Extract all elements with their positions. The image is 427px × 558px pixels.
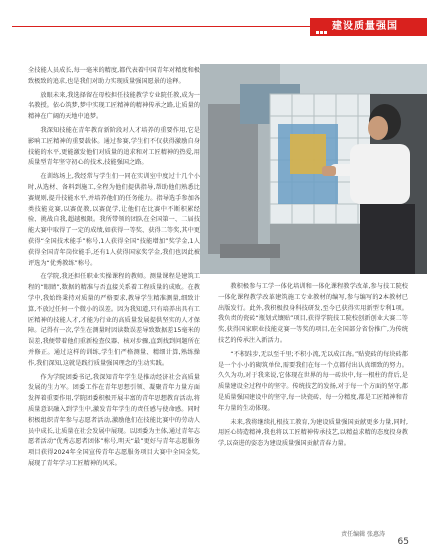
photo-illustration [200,64,427,274]
paragraph: 在学院,我还担任职业实操课程的教师。测量课程是建筑工程的“眼睛”,数据的精准与否直接关系着工程质量的成败。在教学中,我始终秉持对质量的严格要求,教导学生精准测量,细致计算,不放过任何一个微小的误差。因为我知道,只有培养出具有工匠精神的技能人才,才能为行业的高质量发展提供坚实的人才保障。记得有一次,学生在测量时因读数误差导致数据差15毫米的误差,我便带着他们重新检查仪器、核对步骤,直到找到问题所在并修正。通过这样的训练,学生们严格测量、精细计算,熟练操作,我们深知,这就是践行质量强国理念的生动实践。 [28,273,200,367]
right-text-column [218,282,408,453]
paragraph: 在训练场上,我经常与学生们一同在实训室中度过十几个小时,从选材、备料到施工,全程为他们提供指导,帮助他们熟悉比赛规则,提升技能水平,并培养他们的任务能力。指导选手参加各类技能竞赛,以赛促教,以赛促学,让他们在比赛中不断积累经验、挑战自我,超越极限。我所带领的团队在全国第一、二届技能大赛中取得了一定的成绩,如获得一等奖、获得二等奖,其中更获得“全国技术能手”称号,1人获得全国“技能增加”奖学金,1人获得全国青年岗位能手,还有1人获得国家奖学金,我们也因此被评选为“优秀教练”称号。 [28,173,200,267]
paragraph: 教积极参与工学一体化培训和一体化课程教学改革,参与技工院校一体化课程教学改革建筑施工专业教材的编写,参与编写的2本教材已出版发行。此外,我积极投身科技研发,至今已获得实用新型专利1项。我负责的瓷砖“瓶划式镶贴”项目,获得学院技工院校创新创业大赛二等奖,获得国家职业技能竞赛一等奖的项目,在全国部分省份推广,为传统技艺的传承注入新活力。 [218,283,408,344]
paragraph: 放眼未来,我选择留在母校担任技能教学专业院任教,成为一名教授。依心筑梦,梦中实现工匠精神的精神传承之路,让质量的精神在广阔的天地中追梦。 [28,91,200,121]
paragraph: 未来,我将继续扎根技工教育,为建设质量强国贡献更多力量,同时,用匠心铸造精神,我也将以工匠精神传承技艺,以精益求精的态度投身教学,以奋进的姿态为建设质量强国贡献青春力量。 [218,418,408,448]
page-number: 65 [397,537,409,547]
editor-credit: 责任编辑 张惠涛 [341,531,385,538]
section-header-tab [310,18,427,36]
paragraph: 作为学院团委书记,我深知青年学生是推动经济社会高质量发展的生力军。团委工作在青年思想引领、凝聚青年力量方面发挥着重要作用,学院团委积极开展丰富的青年思想教育活动,将质量意识融入到学生中,激发青年学生的责任感与使命感。同时积极组织青年参与志愿者活动,激励他们在技能比赛中的劳动人员中成长,让质量在社会发展中展现。以团委为主体,通过青年志愿者活动“优秀志愿者团体”称号,明天“最”更好与青年志愿服务项目获得2024年全国宣传青年志愿服务项目大赛中全国金奖,展现了青年学习工匠精神的风采。 [28,373,200,467]
paragraph: 全技能人员成长,每一毫米的精度,都代表着中国青年对精度和极致极致的追求,也是我们对助力实现质量强国愿景的诠释。 [28,67,200,85]
header-rule [12,26,310,27]
dots-decoration-icon [316,23,328,31]
tile-worker-photo [200,64,427,274]
paragraph: “不积跬步,无以至千里;不积小流,无以成江海。”贴瓷砖的每块砖都是一个小小的砌筑单位,需要我们在每一个点都付出认真细致的努力。久久为功,对于我来说,它体现在世界的每一砖块中,每一根柱的背后,是质量建设全过程中的坚守。传统技艺的发扬,对于每一个方面的坚守,都是质量强国建设中的坚守,每一块瓷砖、每一分精度,都是工匠精神和青年力量的生动体现。 [218,350,408,412]
paragraph: 我深知技能在青年教育新阶段对人才培养的重要作用,它是影响工匠精神的重要载体。通过参赛,学生们不仅获得激励自身技能的水平,更能激发他们对质量的追求和对工匠精神的热爱,用质量型青年坚守初心的技术,技能强国之路。 [28,126,200,167]
section-title: 建设质量强国 [332,21,398,32]
left-text-column [28,66,200,473]
